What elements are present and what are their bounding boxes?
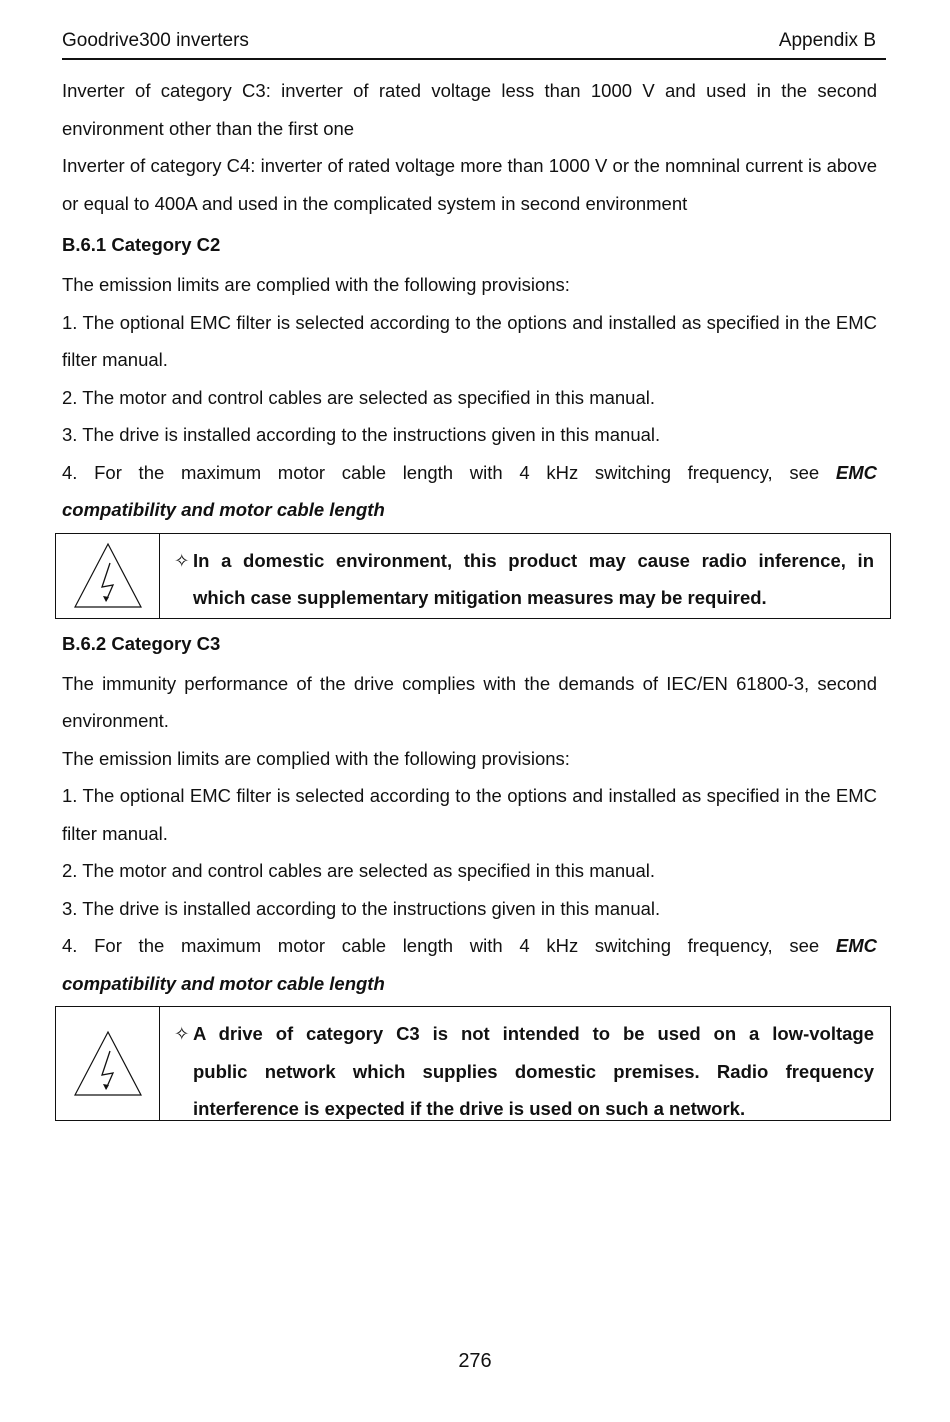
c3-lead: The emission limits are complied with the following provisions: — [62, 747, 570, 769]
page-body — [62, 72, 877, 1125]
warning-c3-line-2: public network which supplies domestic premises. Radio frequency — [193, 1060, 874, 1082]
c2-lead: The emission limits are complied with the following provisions: — [62, 274, 570, 295]
warning-box-c3 — [55, 1006, 891, 1121]
c3-item-4-text: 4. For the maximum motor cable length with 4 kHz switching frequency, see — [62, 935, 820, 956]
c2-item-1: 1. The optional EMC filter is selected according to the options and installed as specified in the EMC filter manual. — [62, 311, 877, 370]
warning-c2-line-1: In a domestic environment, this product may cause radio inference, in — [193, 549, 874, 571]
c3-item-4-ref-cont: compatibility and motor cable length — [62, 972, 385, 994]
c2-item-4-ref: EMC — [835, 461, 877, 483]
warning-c3-line-3: interference is expected if the drive is used on such a network. — [193, 1098, 746, 1119]
electric-hazard-icon — [72, 1029, 144, 1099]
c3-item-4 — [62, 927, 877, 965]
warning-c3-line-1: A drive of category C3 is not intended to be used on a low-voltage — [193, 1023, 874, 1044]
diamond-bullet-icon: ✧ — [174, 549, 190, 571]
warning-icon-cell — [56, 1007, 160, 1120]
c3-item-3: 3. The drive is installed according to the instructions given in this manual. — [62, 897, 661, 919]
c2-item-4-cont — [62, 491, 877, 529]
diamond-bullet-icon: ✧ — [174, 1023, 190, 1044]
paragraph-c3-definition: Inverter of category C3: inverter of rated voltage less than 1000 V and used in the second environment other than the first one — [62, 80, 877, 139]
c3-item-1: 1. The optional EMC filter is selected according to the options and installed as specified in the EMC filter manual. — [62, 785, 877, 844]
section-heading-c3: B.6.2 Category C3 — [62, 632, 221, 654]
c2-item-4 — [62, 454, 877, 492]
electric-hazard-icon — [72, 541, 144, 611]
warning-c2-line-2: which case supplementary mitigation measures may be required. — [193, 587, 767, 608]
warning-icon-cell — [56, 534, 160, 618]
page-number: 276 — [458, 1350, 492, 1372]
page-header — [62, 30, 886, 60]
section-heading-c2: B.6.1 Category C2 — [62, 234, 221, 255]
c3-item-4-cont — [62, 965, 877, 1003]
warning-text-c3 — [160, 1007, 890, 1120]
c2-item-3: 3. The drive is installed according to the instructions given in this manual. — [62, 424, 661, 445]
c2-item-4-text: 4. For the maximum motor cable length with 4 kHz switching frequency, see — [62, 461, 820, 483]
paragraph-c4-definition: Inverter of category C4: inverter of rated voltage more than 1000 V or the nomninal current is above or equal to 400A and used in the complicated system in second environment — [62, 155, 877, 214]
c2-item-2: 2. The motor and control cables are selected as specified in this manual. — [62, 386, 656, 408]
warning-box-c2 — [55, 533, 891, 619]
c2-item-4-ref-cont: compatibility and motor cable length — [62, 499, 385, 520]
c3-immunity: The immunity performance of the drive complies with the demands of IEC/EN 61800-3, second environment. — [62, 672, 877, 731]
warning-text-c2 — [160, 534, 890, 618]
c3-item-2: 2. The motor and control cables are selected as specified in this manual. — [62, 860, 656, 881]
header-section: Appendix B — [778, 30, 876, 51]
c3-item-4-ref: EMC — [835, 935, 877, 956]
header-title: Goodrive300 inverters — [62, 30, 249, 51]
